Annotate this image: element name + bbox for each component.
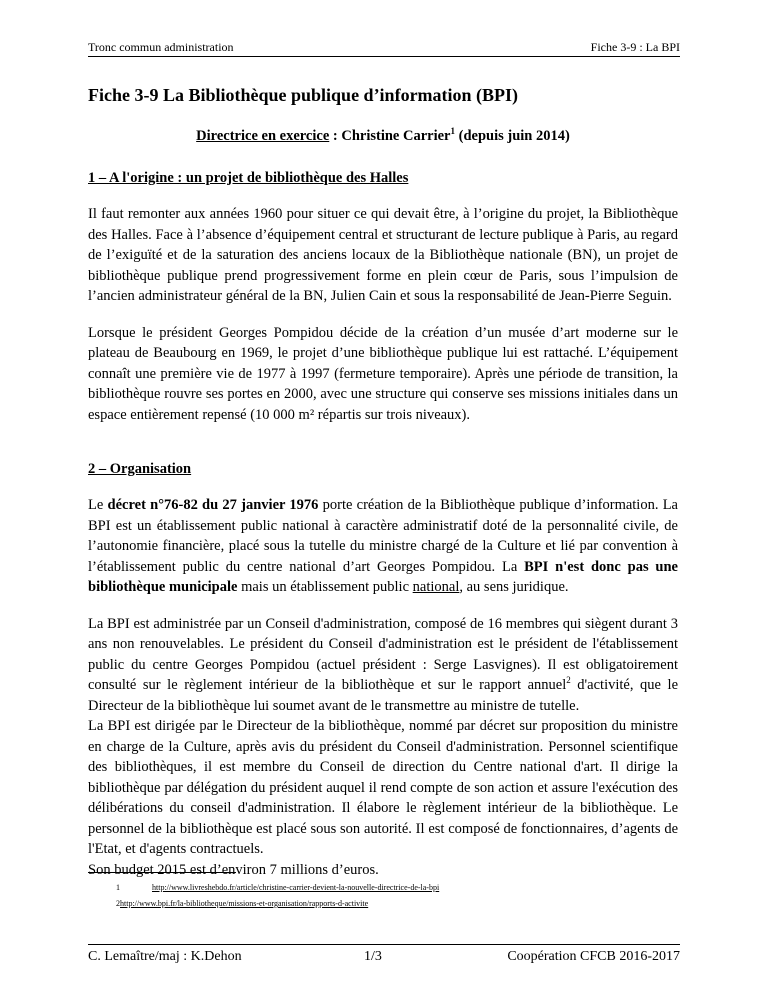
footnote-ref-1[interactable]: 1: [450, 126, 455, 137]
page-number: 1/3: [364, 949, 382, 964]
national-underlined: national: [412, 579, 460, 595]
footnote-1-link[interactable]: http://www.livreshebdo.fr/article/christine-carrier-devient-la-nouvelle-directrice-de-la-bpi: [152, 883, 440, 892]
section-2-paragraph-1: [88, 495, 678, 598]
document-title: Fiche 3-9 La Bibliothèque publique d’information (BPI): [88, 85, 519, 105]
section-2-paragraph-2: [88, 614, 678, 717]
section-1-paragraph-2: Lorsque le président Georges Pompidou décide de la création d’un musée d’art moderne sur le plateau de Beaubourg en 1969, le projet d’une bibliothèque publique lui est rattaché. L’équipement connaît une première vie de 1977 à 1997 (fermeture temporaire). Après une période de transition, la bibliothèque rouvre ses portes en 2000, avec une structure qui conserve ses missions initiales dans un espace entièrement repensé (10 000 m² répartis sur trois niveaux).: [88, 324, 678, 423]
document-body: [88, 84, 678, 880]
footer-right: Coopération CFCB 2016-2017: [507, 949, 680, 964]
footnote-1: [116, 883, 439, 892]
footnote-separator: [88, 872, 236, 873]
header-left: Tronc commun administration: [88, 40, 234, 54]
bpi-not-municipal: BPI n'est donc pas une bibliothèque municipale: [88, 558, 678, 595]
footnote-2: [116, 899, 368, 908]
footnote-2-link[interactable]: http://www.bpi.fr/la-bibliotheque/missions-et-organisation/rapports-d-activite: [120, 899, 369, 908]
text-run: La BPI est administrée par un Conseil d'administration, composé de 16 membres qui siègent durant 3 ans non renouvelables. Le président du Conseil d'administration est le président de l'établissement public du centre Georges Pompidou (actuel président : Serge Lasvignes). Il est obligatoirement consulté sur le règlement intérieur de la bibliothèque et sur le rapport annuel: [88, 615, 678, 693]
page-header: [88, 40, 680, 57]
director-line: [88, 126, 678, 146]
section-2-paragraph-4: Son budget 2015 est d’environ 7 millions d’euros.: [88, 861, 379, 878]
page-footer: [88, 944, 680, 964]
text-run: Le: [88, 497, 108, 513]
director-name: Christine Carrier: [341, 128, 451, 144]
footnote-2-number: 2: [116, 899, 120, 908]
text-run: d'activité, que le Directeur de la bibliothèque lui soumet avant de le transmettre au ministre de tutelle.: [88, 677, 679, 714]
decree-reference: décret n°76-82 du 27 janvier 1976: [107, 497, 319, 513]
director-separator: :: [329, 128, 342, 144]
director-label: Directrice en exercice: [196, 128, 330, 144]
section-1-paragraph-1: Il faut remonter aux années 1960 pour situer ce qui devait être, à l’origine du projet, la Bibliothèque des Halles. Face à l’absence d’équipement central et structurant de lecture publique à Paris, au regard de l’exiguïté et de la saturation des anciens locaux de la Bibliothèque nationale (BN), un projet de bibliothèque publique prend progressivement forme en plein cœur de Paris, sous l’impulsion de l’ancien administrateur général de la BN, Julien Cain et sous la responsabilité de Jean-Pierre Seguin.: [88, 206, 678, 304]
director-since: (depuis juin 2014): [454, 128, 570, 144]
text-run: , au sens juridique.: [459, 579, 569, 595]
header-right: Fiche 3-9 : La BPI: [590, 40, 680, 54]
footnote-ref-2[interactable]: 2: [566, 675, 571, 686]
text-run: porte création de la Bibliothèque publique d’information. La BPI est un établissement public national à caractère administratif doté de la personnalité civile, de l’autonomie financière, placé sous la tutelle du ministre chargé de la Culture et lié par convention à l’établissement public du centre national d’art Georges Pompidou. La: [88, 497, 678, 575]
footer-left: C. Lemaître/maj : K.Dehon: [88, 949, 242, 964]
text-run: mais un établissement public: [237, 579, 413, 595]
section-2-paragraph-3: La BPI est dirigée par le Directeur de la bibliothèque, nommé par décret sur proposition du ministre en charge de la Culture, après avis du président du Conseil d'administration. Personnel scientifique des bibliothèques, il est membre du Conseil de direction du Centre national d'art. Il dirige la bibliothèque par délégation du président auquel il rend compte de son action et assure l'exécution des délibérations du conseil d'administration. Il élabore le règlement intérieur de la bibliothèque. Le personnel de la bibliothèque est placé sous son autorité. Il est composé de fonctionnaires, d’agents de l'Etat, et d'agents contractuels.: [88, 718, 678, 857]
section-2-heading: 2 – Organisation: [88, 461, 192, 477]
section-1-heading: 1 – A l'origine : un projet de bibliothèque des Halles: [88, 170, 409, 186]
footnote-1-number: 1: [116, 883, 120, 892]
